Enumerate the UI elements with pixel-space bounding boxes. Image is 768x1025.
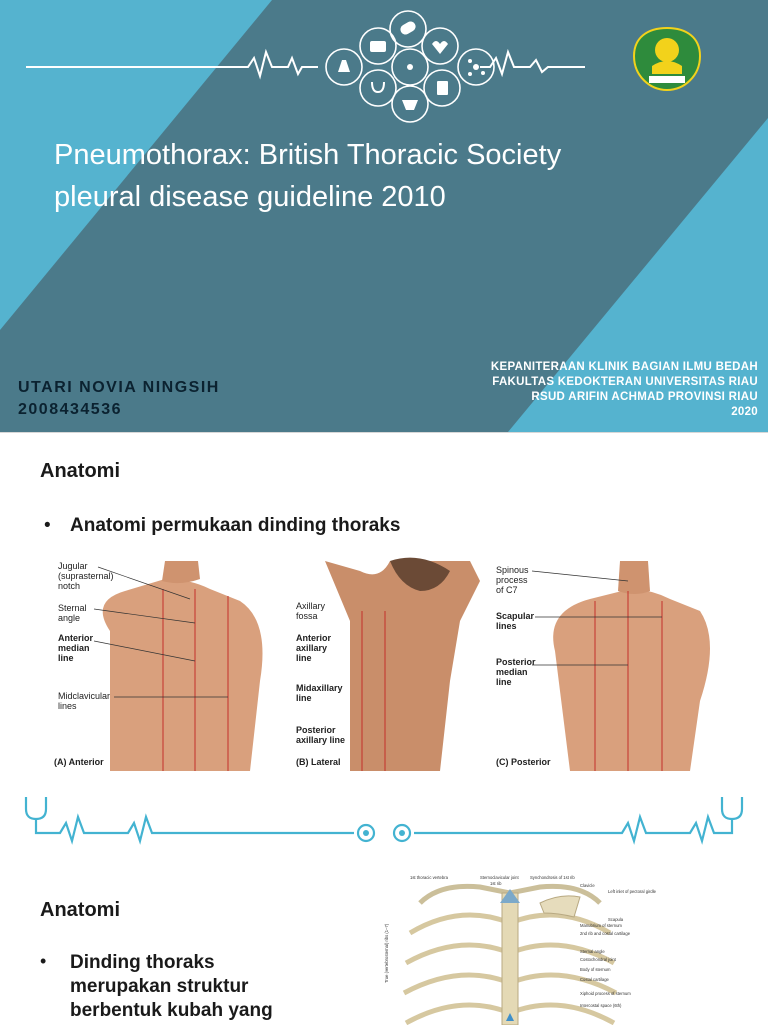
svg-text:axillary: axillary (296, 643, 328, 653)
svg-text:of C7: of C7 (496, 585, 518, 595)
bullet-text: Anatomi permukaan dinding thoraks (70, 515, 401, 536)
svg-text:line: line (58, 653, 74, 663)
anterior-torso-image (50, 561, 275, 773)
svg-text:Costal cartilage: Costal cartilage (580, 977, 609, 982)
svg-text:Anterior: Anterior (296, 633, 332, 643)
svg-text:Intercostal space (6th): Intercostal space (6th) (580, 1003, 622, 1008)
svg-text:Body of sternum: Body of sternum (580, 967, 611, 972)
institution-line: KEPANITERAAN KLINIK BAGIAN ILMU BEDAH (490, 361, 758, 373)
svg-text:process: process (496, 575, 528, 585)
svg-text:Synchondrosis of 1st rib: Synchondrosis of 1st rib (530, 875, 575, 880)
stethoscope-divider (0, 793, 768, 843)
svg-text:Sternal: Sternal (58, 603, 87, 613)
stethoscope-right-icon (722, 797, 742, 819)
svg-text:Clavicle: Clavicle (580, 883, 595, 888)
surface-anatomy-figure (50, 561, 720, 773)
svg-text:line: line (296, 693, 312, 703)
bullet-icon: • (44, 515, 51, 536)
svg-text:Midaxillary: Midaxillary (296, 683, 343, 693)
svg-text:(suprasternal): (suprasternal) (58, 571, 114, 581)
slide-heading: Anatomi (40, 899, 120, 921)
presenter-id: 2008434536 (18, 401, 122, 418)
bullet-item (40, 951, 310, 1023)
svg-text:2nd rib and costal cartilage: 2nd rib and costal cartilage (580, 931, 631, 936)
svg-text:lines: lines (58, 701, 77, 711)
svg-text:median: median (496, 667, 528, 677)
svg-text:line: line (296, 653, 312, 663)
bullet-text: Dinding thoraks merupakan struktur berbentuk kubah yang (70, 952, 273, 1021)
svg-text:Anterior: Anterior (58, 633, 94, 643)
svg-text:axillary line: axillary line (296, 735, 346, 745)
slide-heading: Anatomi (40, 460, 120, 482)
svg-text:Manubrium of sternum: Manubrium of sternum (580, 923, 622, 928)
institution-year: 2020 (731, 406, 758, 418)
bullet-icon: • (40, 951, 47, 971)
svg-text:Spinous: Spinous (496, 565, 529, 575)
svg-text:fossa: fossa (296, 611, 318, 621)
svg-text:Scapula: Scapula (608, 917, 624, 922)
svg-text:Costochondral joint: Costochondral joint (580, 957, 616, 962)
stethoscope-left-icon (26, 797, 46, 819)
svg-text:Sternal angle: Sternal angle (580, 949, 605, 954)
svg-text:Midclavicular: Midclavicular (58, 691, 111, 701)
svg-text:lines: lines (496, 621, 517, 631)
ribcage-figure (380, 873, 656, 1025)
institution-block (491, 360, 758, 420)
presenter-name: UTARI NOVIA NINGSIH (18, 379, 220, 396)
institution-line: FAKULTAS KEDOKTERAN UNIVERSITAS RIAU (492, 376, 758, 388)
svg-text:(A) Anterior: (A) Anterior (54, 757, 104, 767)
svg-text:Sternoclavicular joint: Sternoclavicular joint (480, 875, 519, 880)
bullet-item (44, 515, 400, 537)
svg-text:median: median (58, 643, 90, 653)
presenter-block (18, 377, 220, 421)
svg-text:True (vertebrosternal) ribs (1: True (vertebrosternal) ribs (1–7) (384, 923, 389, 983)
anatomy-slide (0, 432, 768, 1024)
svg-text:angle: angle (58, 613, 81, 623)
svg-text:Xiphoid process of sternum: Xiphoid process of sternum (580, 991, 631, 996)
svg-text:line: line (496, 677, 512, 687)
svg-text:Scapular: Scapular (496, 611, 535, 621)
presentation-title: Pneumothorax: British Thoracic Society pleural disease guideline 2010 (54, 139, 562, 213)
svg-text:1st thoracic vertebra: 1st thoracic vertebra (410, 875, 448, 880)
svg-text:Posterior: Posterior (296, 725, 336, 735)
title-slide (0, 0, 768, 432)
svg-text:(C) Posterior: (C) Posterior (496, 757, 551, 767)
svg-text:Left inlet of pectoral girdle: Left inlet of pectoral girdle (608, 889, 656, 894)
institution-line: RSUD ARIFIN ACHMAD PROVINSI RIAU (531, 391, 758, 403)
svg-text:(B) Lateral: (B) Lateral (296, 757, 341, 767)
svg-text:Axillary: Axillary (296, 601, 326, 611)
svg-text:Posterior: Posterior (496, 657, 536, 667)
university-logo (632, 26, 702, 97)
svg-text:1st rib: 1st rib (490, 881, 502, 886)
svg-text:notch: notch (58, 581, 81, 591)
svg-text:Jugular: Jugular (58, 561, 88, 571)
